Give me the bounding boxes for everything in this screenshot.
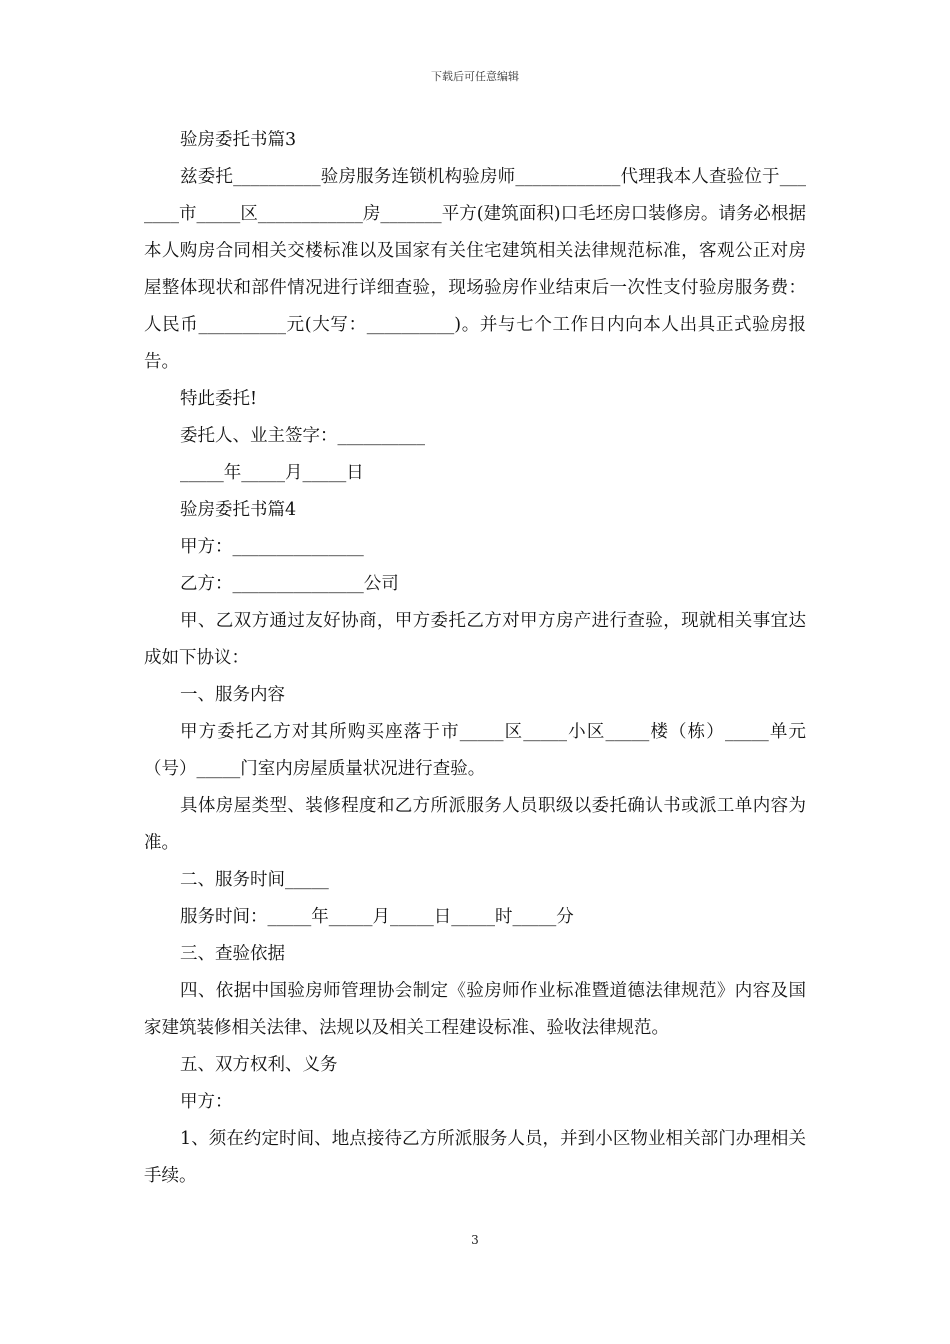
party-a-duty-1: 1、须在约定时间、地点接待乙方所派服务人员，并到小区物业相关部门办理相关手续。 — [144, 1129, 806, 1186]
date-line: _____年_____月_____日 — [180, 463, 364, 483]
party-a-heading: 甲方： — [180, 1092, 233, 1112]
inspection-basis-paragraph: 四、依据中国验房师管理协会制定《验房师作业标准暨道德法律规范》内容及国家建筑装修相关法律、法规以及相关工程建设标准、验收法律规范。 — [144, 981, 806, 1038]
service-time-line: 服务时间：_____年_____月_____日_____时_____分 — [180, 907, 574, 927]
service-content-paragraph: 甲方委托乙方对其所购买座落于市_____区_____小区_____楼（栋）_____单元（号）_____门室内房屋质量状况进行查验。 — [144, 722, 806, 779]
section-title-3: 验房委托书篇3 — [180, 130, 297, 150]
section-title-4: 验房委托书篇4 — [180, 500, 297, 520]
heading-service-content: 一、服务内容 — [180, 685, 285, 705]
entrust-paragraph: 兹委托__________验房服务连锁机构验房师____________代理我本人查验位于_______市_____区____________房_______平方(建筑面积)口毛坯房口装修房。请务必根据本人购房合同相关交楼标准以及国家有关住宅建筑相关法律规范标准，客观公正对房屋整体现状和部件情况进行详细查验，现场验房作业结束后一次性支付验房服务费：人民币__________元(大写：__________)。并与七个工作日内向本人出具正式验房报告。 — [144, 167, 806, 372]
page-number: 3 — [471, 1233, 479, 1247]
party-a-line: 甲方：_______________ — [180, 537, 364, 557]
heading-service-time: 二、服务时间_____ — [180, 870, 329, 890]
heading-inspection-basis: 三、查验依据 — [180, 944, 285, 964]
entrust-closing: 特此委托! — [180, 389, 258, 409]
heading-rights-obligations: 五、双方权利、义务 — [180, 1055, 338, 1075]
agreement-intro: 甲、乙双方通过友好协商，甲方委托乙方对甲方房产进行查验，现就相关事宜达成如下协议： — [144, 611, 806, 668]
party-b-line: 乙方：_______________公司 — [180, 574, 399, 594]
document-body — [144, 122, 806, 1195]
signature-line: 委托人、业主签字：__________ — [180, 426, 425, 446]
page-header-note: 下载后可任意编辑 — [431, 70, 519, 83]
service-detail-paragraph: 具体房屋类型、装修程度和乙方所派服务人员职级以委托确认书或派工单内容为准。 — [144, 796, 806, 853]
